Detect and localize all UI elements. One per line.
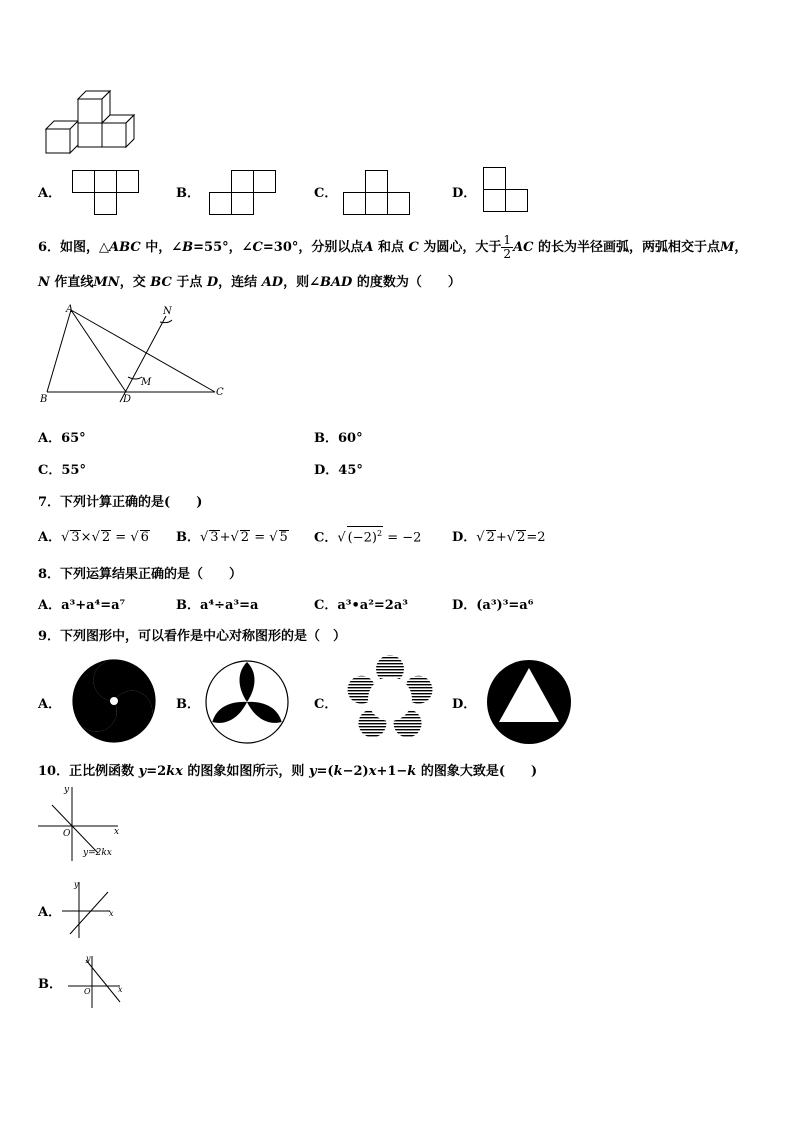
q7-option-c[interactable]: C．√ $(-2)^2 = -2$ — [314, 526, 421, 545]
q6-triangle-figure — [38, 302, 233, 407]
svg-text:y: y — [64, 785, 70, 795]
q6-option-b[interactable]: B．60° — [314, 431, 363, 446]
q9-figure-d-triangle-in-circle — [486, 659, 572, 745]
q6-stem-line1: 6．如图，△ABC 中，∠B=55°，∠C=30°，分别以点A 和点 C 为圆心，大于 $\frac{1}{2}$ AC 的长为半径画弧，两弧相交于点M， — [38, 233, 748, 261]
q5-option-c-net — [343, 170, 411, 216]
q9-option-a-label[interactable]: A． — [38, 697, 62, 712]
q6-label-c: C — [216, 387, 224, 398]
q6-label-m: M — [141, 377, 152, 388]
q8-option-a[interactable]: A．a³+a⁴=a⁷ — [38, 598, 126, 613]
svg-text:y=2kx: y=2kx — [83, 848, 112, 858]
q6-option-c[interactable]: C．55° — [38, 463, 86, 478]
q10-option-b-label[interactable]: B． — [38, 977, 62, 992]
q7-option-b[interactable]: B．√ 3+√ 2 = √ 5 — [176, 530, 288, 545]
svg-text:x: x — [114, 827, 120, 837]
q9-stem: 9．下列图形中，可以看作是中心对称图形的是（ ） — [38, 629, 347, 644]
q6-stem-line2: N 作直线MN，交 BC 于点 D，连结 AD，则∠BAD 的度数为（ ） — [38, 275, 461, 290]
cube-solid-figure — [44, 87, 139, 157]
q6-option-a[interactable]: A．65° — [38, 431, 86, 446]
q6-label-n: N — [163, 306, 172, 317]
q5-option-a-label[interactable]: A． — [38, 186, 62, 201]
q8-stem: 8．下列运算结果正确的是（ ） — [38, 567, 243, 582]
q8-option-c[interactable]: C．a³•a²=2a³ — [314, 598, 408, 613]
q5-option-d-label[interactable]: D． — [452, 186, 477, 201]
q9-option-c-label[interactable]: C． — [314, 697, 338, 712]
q6-option-d[interactable]: D．45° — [314, 463, 363, 478]
q6-label-a: A — [66, 304, 74, 315]
svg-text:x: x — [109, 909, 114, 918]
q9-figure-c-striped-flower — [345, 656, 435, 742]
q10-option-a-label[interactable]: A． — [38, 905, 62, 920]
svg-text:O: O — [84, 987, 91, 996]
q6-label-d: D — [123, 394, 132, 405]
q10-stem: 10．正比例函数 y=2kx 的图象如图所示，则 y=(k−2)x+1−k 的图象大致是( ) — [38, 764, 538, 779]
q8-option-d[interactable]: D．(a³)³=a⁶ — [452, 598, 534, 613]
q9-figure-a-tomoe — [71, 658, 157, 744]
q5-option-b-label[interactable]: B． — [176, 186, 200, 201]
svg-text:y: y — [74, 880, 79, 889]
q5-option-b-net — [209, 170, 277, 216]
q5-option-a-net — [72, 170, 140, 216]
svg-text:O: O — [63, 829, 71, 839]
q7-option-a[interactable]: A．√ 3×√ 2 = √ 6 — [38, 530, 149, 545]
q9-figure-b-three-leaves — [204, 659, 290, 745]
svg-text:x: x — [118, 985, 123, 994]
q7-option-d[interactable]: D．√ 2+√ 2=2 — [452, 530, 546, 545]
q9-option-b-label[interactable]: B． — [176, 697, 200, 712]
q9-option-d-label[interactable]: D． — [452, 697, 477, 712]
q10-given-graph — [36, 783, 126, 865]
svg-text:y: y — [86, 954, 91, 963]
q10-option-a-graph — [60, 878, 120, 940]
q5-option-d-net — [483, 167, 529, 215]
fraction-one-half: $\frac{1}{2}$ — [503, 233, 512, 261]
q10-option-b-graph — [66, 952, 128, 1010]
q7-stem: 7．下列计算正确的是( ) — [38, 495, 203, 510]
q5-option-c-label[interactable]: C． — [314, 186, 338, 201]
q8-option-b[interactable]: B．a⁴÷a³=a — [176, 598, 259, 613]
q6-label-b: B — [40, 394, 48, 405]
